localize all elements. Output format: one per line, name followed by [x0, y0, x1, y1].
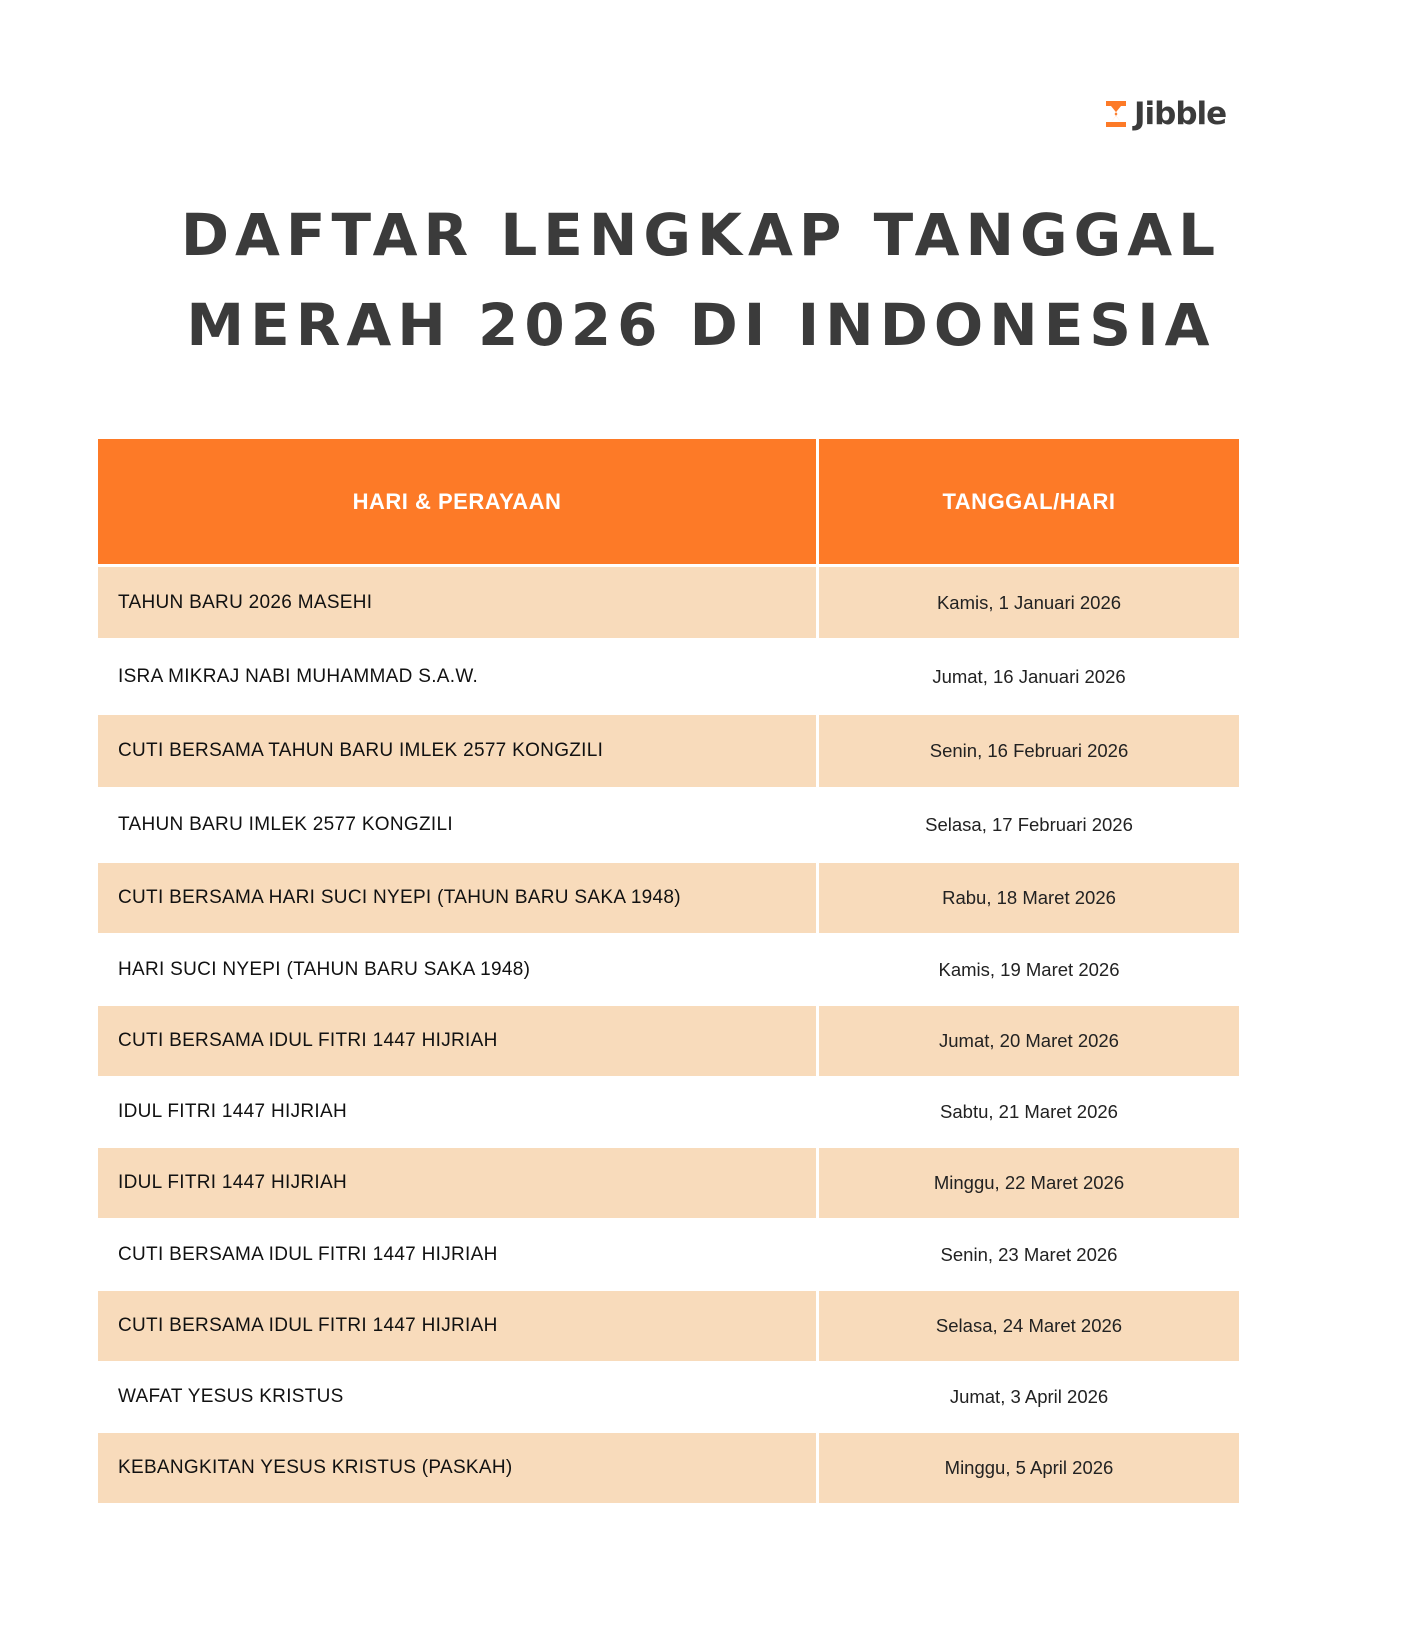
table-row	[98, 1291, 1239, 1361]
event-name: KEBANGKITAN YESUS KRISTUS (PASKAH)	[118, 1457, 513, 1478]
event-date: Jumat, 3 April 2026	[949, 1386, 1109, 1407]
brand-name: Jibble	[1134, 96, 1227, 132]
event-date: Selasa, 17 Februari 2026	[925, 814, 1133, 835]
event-date: Senin, 23 Maret 2026	[940, 1243, 1118, 1265]
table-row	[98, 1148, 1239, 1218]
event-name: CUTI BERSAMA HARI SUCI NYEPI (TAHUN BARU SAKA 1948)	[118, 887, 681, 908]
page-title	[0, 190, 1402, 370]
event-name: CUTI BERSAMA IDUL FITRI 1447 HIJRIAH	[118, 1030, 498, 1051]
jibble-logo	[1104, 96, 1226, 132]
event-name: IDUL FITRI 1447 HIJRIAH	[118, 1101, 347, 1122]
event-name: IDUL FITRI 1447 HIJRIAH	[118, 1172, 347, 1193]
title-line-2: MERAH 2026 DI INDONESIA	[186, 291, 1216, 359]
event-name: CUTI BERSAMA TAHUN BARU IMLEK 2577 KONGZILI	[118, 740, 604, 761]
event-name: TAHUN BARU IMLEK 2577 KONGZILI	[118, 814, 453, 835]
table-row	[98, 1361, 1239, 1433]
event-name: HARI SUCI NYEPI (TAHUN BARU SAKA 1948)	[118, 958, 531, 980]
event-date: Senin, 16 Februari 2026	[929, 740, 1129, 761]
event-date: Jumat, 16 Januari 2026	[932, 665, 1126, 687]
event-name: WAFAT YESUS KRISTUS	[118, 1386, 344, 1407]
event-date: Kamis, 1 Januari 2026	[936, 591, 1122, 613]
event-name: ISRA MIKRAJ NABI MUHAMMAD S.A.W.	[118, 665, 479, 687]
event-name: TAHUN BARU 2026 MASEHI	[118, 591, 373, 613]
header-date: TANGGAL/HARI	[819, 439, 1239, 564]
event-date: Kamis, 19 Maret 2026	[938, 958, 1120, 980]
table-row	[98, 715, 1239, 787]
event-name: CUTI BERSAMA IDUL FITRI 1447 HIJRIAH	[118, 1315, 498, 1336]
event-date: Selasa, 24 Maret 2026	[935, 1315, 1123, 1336]
event-date: Rabu, 18 Maret 2026	[942, 887, 1116, 908]
table-row	[98, 933, 1239, 1006]
event-date: Minggu, 5 April 2026	[944, 1457, 1114, 1478]
event-date: Sabtu, 21 Maret 2026	[940, 1101, 1118, 1122]
title-line-1: DAFTAR LENGKAP TANGGAL	[180, 201, 1222, 269]
header-event: HARI & PERAYAAN	[98, 439, 816, 564]
event-date: Minggu, 22 Maret 2026	[933, 1172, 1125, 1193]
table-row	[98, 1218, 1239, 1291]
table-row	[98, 638, 1239, 715]
table-row	[98, 863, 1239, 933]
event-name: CUTI BERSAMA IDUL FITRI 1447 HIJRIAH	[118, 1243, 498, 1265]
table-header-row	[98, 439, 1239, 564]
holiday-table	[98, 439, 1239, 1503]
table-row	[98, 1433, 1239, 1503]
table-row	[98, 1076, 1239, 1148]
table-row	[98, 787, 1239, 863]
hourglass-icon	[1104, 99, 1128, 129]
event-date: Jumat, 20 Maret 2026	[939, 1030, 1119, 1051]
table-row	[98, 1006, 1239, 1076]
table-row	[98, 567, 1239, 638]
